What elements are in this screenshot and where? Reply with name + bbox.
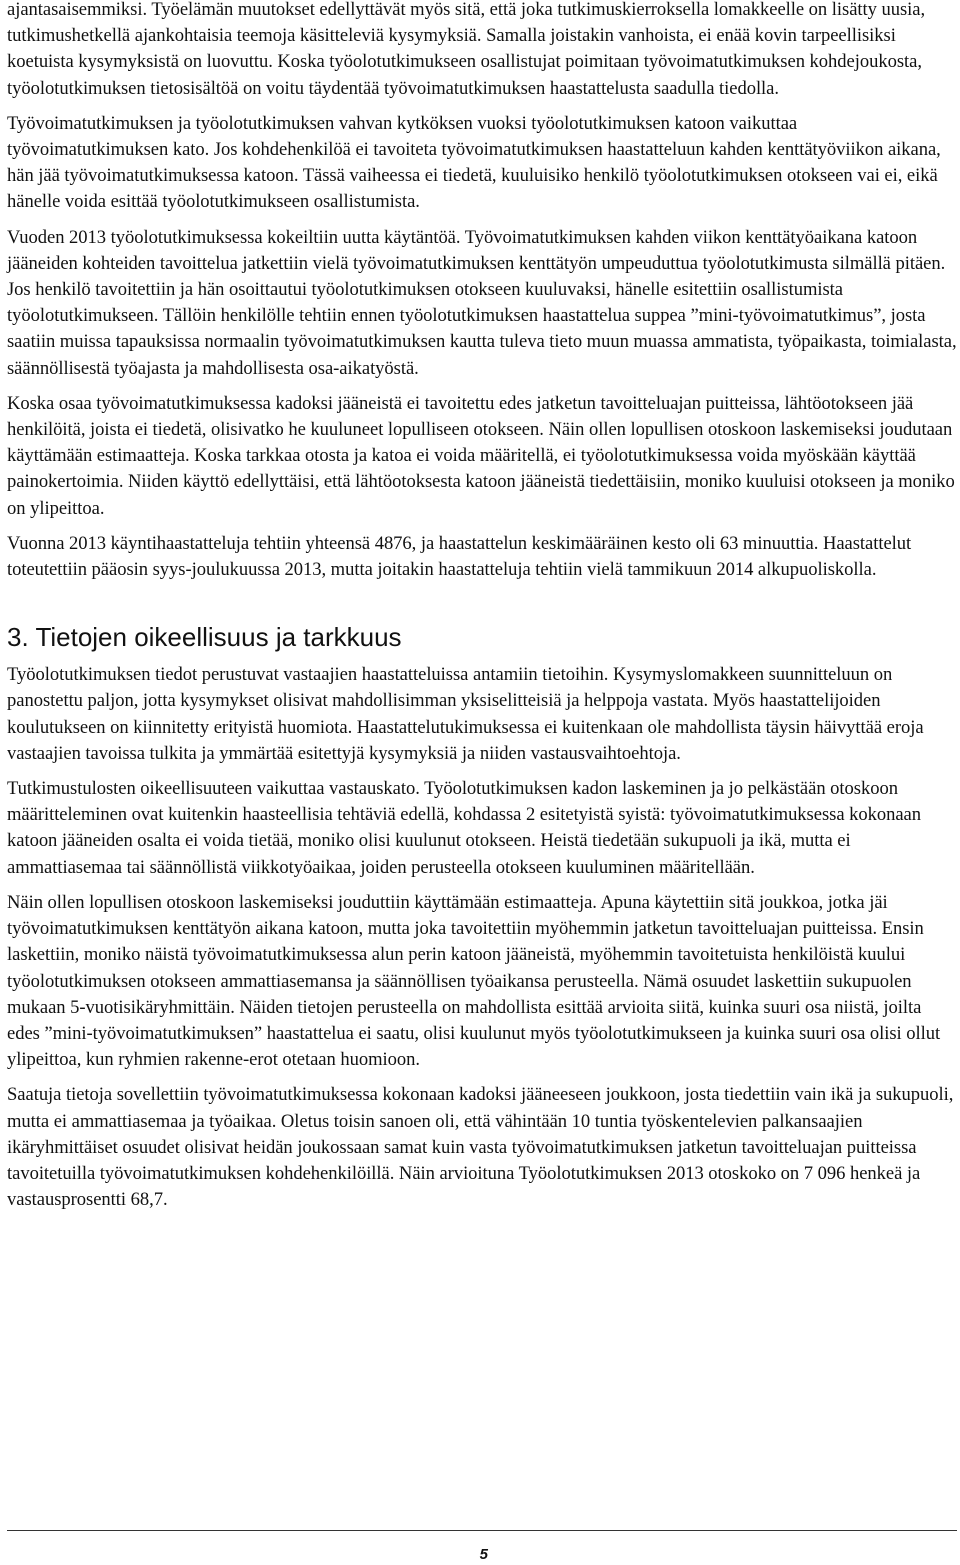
paragraph: Saatuja tietoja sovellettiin työvoimatutkimuksessa kokonaan kadoksi jääneeseen joukkoon, josta tiedettiin vain ikä ja sukupuoli, mutta ei ammattiasemaa ja työaikaa. Oletus toisin sanoen oli, että vähintään 10 tuntia työskentelevien palkansaajien ikäryhmittäiset osuudet olisivat heidän joukossaan samat kuin vasta työvoimatutkimuksen jatketun tavoitteluajan puitteissa tavoitetuilla työvoimatutkimuksen kohdehenkilöillä. Näin arvioituna Työolotutkimuksen 2013 otoskoko on 7 096 henkeä ja vastausprosentti 68,7.	[7, 1084, 954, 1211]
paragraph: Työolotutkimuksen tiedot perustuvat vastaajien haastatteluissa antamiin tietoihin. Kysymyslomakkeen suunnitteluun on panostettu paljon, jotta kysymykset olisivat mahdollisimman yksiselitteisiä ja helppoja vastata. Myös haastattelijoiden koulutukseen on kiinnitetty erityistä huomiota. Haastattelutukimuksessa ei kuitenkaan ole mahdollista täysin häivyttää eroja vastaajien tavoissa tulkita ja ymmärtää esitettyjä kysymyksiä ja niiden vastausvaihtoehtoja.	[7, 664, 924, 764]
paragraph: ajantasaisemmiksi. Työelämän muutokset edellyttävät myös sitä, että joka tutkimuskierroksella lomakkeelle on lisätty uusia, tutkimushetkellä ajankohtaisia teemoja käsitteleviä kysymyksiä. Samalla joistakin vanhoista, ei enää kovin tarpeellisiksi koetuista kysymyksistä on luovuttu. Koska työolotutkimukseen osallistujat poimitaan työvoimatutkimuksen kohdejoukosta, työolotutkimuksen tietosisältöä on voitu täydentää työvoimatutkimuksen haastattelusta saadulla tiedolla.	[7, 0, 926, 99]
paragraph: Näin ollen lopullisen otoskoon laskemiseksi jouduttiin käyttämään estimaatteja. Apuna käytettiin sitä joukkoa, jotka jäi työvoimatutkimuksen kenttätyön aikana katoon, mutta joka tavoitettiin myöhemmin jatketun tavoitteluajan puitteissa. Ensin laskettiin, moniko näistä työvoimatutkimuksessa alun perin katoon jääneistä, myöhemmin tavoitetuista henkilöistä kuului työolotutkimuksen otokseen ammattiasemansa ja säännöllisen työaikansa perusteella. Nämä osuudet laskettiin sukupuolen mukaan 5-vuotisikäryhmittäin. Näiden tietojen perusteella on mahdollista esittää arvioita siitä, kuinka suuri osa niistä, joilta edes ”mini-työvoimatutkimuksen” haastattelua ei saatu, olisi kuulunut myös työolotutkimukseen ja kuinka suuri osa olisi ollut ylipeittoa, kun ryhmien rakenne-erot otetaan huomioon.	[7, 891, 941, 1071]
paragraph: Työvoimatutkimuksen ja työolotutkimuksen vahvan kytköksen vuoksi työolotutkimuksen katoon vaikuttaa työvoimatutkimuksen kato. Jos kohdehenkilöä ei tavoiteta työvoimatutkimuksen haastatteluun kahden kenttätyöviikon aikana, hän jää työvoimatutkimuksessa katoon. Tässä vaiheessa ei tiedetä, kuuluisiko henkilö työolotutkimuksen otokseen vai ei, eikä hänelle voida esittää työolotutkimukseen osallistumista.	[7, 112, 941, 213]
paragraph: Vuoden 2013 työolotutkimuksessa kokeiltiin uutta käytäntöä. Työvoimatutkimuksen kahden viikon kenttätyöaikana katoon jääneiden kohteiden tavoittelua jatkettiin vielä työvoimatutkimuksen kenttätyön umpeuduttua työolotutkimusta silmällä pitäen. Jos henkilö tavoitettiin ja hän osoittautui työolotutkimuksen otokseen kuuluvaksi, hänelle esitettiin osallistumista työolotutkimukseen. Tällöin henkilölle tehtiin ennen työolotutkimuksen haastattelua suppea ”mini-työvoimatutkimus”, josta saatiin muissa tapauksissa normaalin työvoimatutkimuksen kautta tuleva tieto muun muassa ammatista, työpaikasta, toimialasta, säännöllisestä työajasta ja mahdollisesta osa-aikatyöstä.	[7, 226, 957, 379]
paragraph: Vuonna 2013 käyntihaastatteluja tehtiin yhteensä 4876, ja haastattelun keskimääräinen kesto oli 63 minuuttia. Haastattelut toteutettiin pääosin syys-joulukuussa 2013, mutta joitakin haastatteluja tehtiin vielä tammikuun 2014 alkupuoliskolla.	[7, 532, 912, 581]
paragraph: Tutkimustulosten oikeellisuuteen vaikuttaa vastauskato. Työolotutkimuksen kadon laskeminen ja jo pelkästään otoskoon määritteleminen ovat kuitenkin haasteellisia tehtäviä edellä, kohdassa 2 esitetyistä syistä: työvoimatutkimuksessa kokonaan katoon jääneiden osalta ei voida tietää, moniko olisi kuulunut otokseen. Heistä tiedetään sukupuoli ja ikä, mutta ei ammattiasemaa tai säännöllistä viikkotyöaikaa, joiden perusteella otokseen kuuluminen määritellään.	[7, 778, 922, 878]
section-heading: 3. Tietojen oikeellisuus ja tarkkuus	[7, 622, 402, 653]
paragraph: Koska osaa työvoimatutkimuksessa kadoksi jääneistä ei tavoitettu edes jatketun tavoitteluajan puitteissa, lähtöotokseen jää henkilöitä, joista ei tiedetä, olisivatko he kuuluneet lopulliseen otokseen. Näin ollen lopullisen otoskoon laskemiseksi joudutaan käyttämään estimaatteja. Koska tarkkaa otosta ja katoa ei voida määritellä, ei työolotutkimuksessa voida myöskään käyttää painokertoimia. Niiden käyttö edellyttäisi, että lähtöotoksesta katoon jääneistä tiedettäisiin, moniko kuuluisi otokseen ja moniko on ylipeittoa.	[7, 392, 955, 519]
page-number: 5	[479, 1546, 488, 1563]
footer-divider	[7, 1530, 957, 1531]
document-page	[7, 0, 957, 1222]
